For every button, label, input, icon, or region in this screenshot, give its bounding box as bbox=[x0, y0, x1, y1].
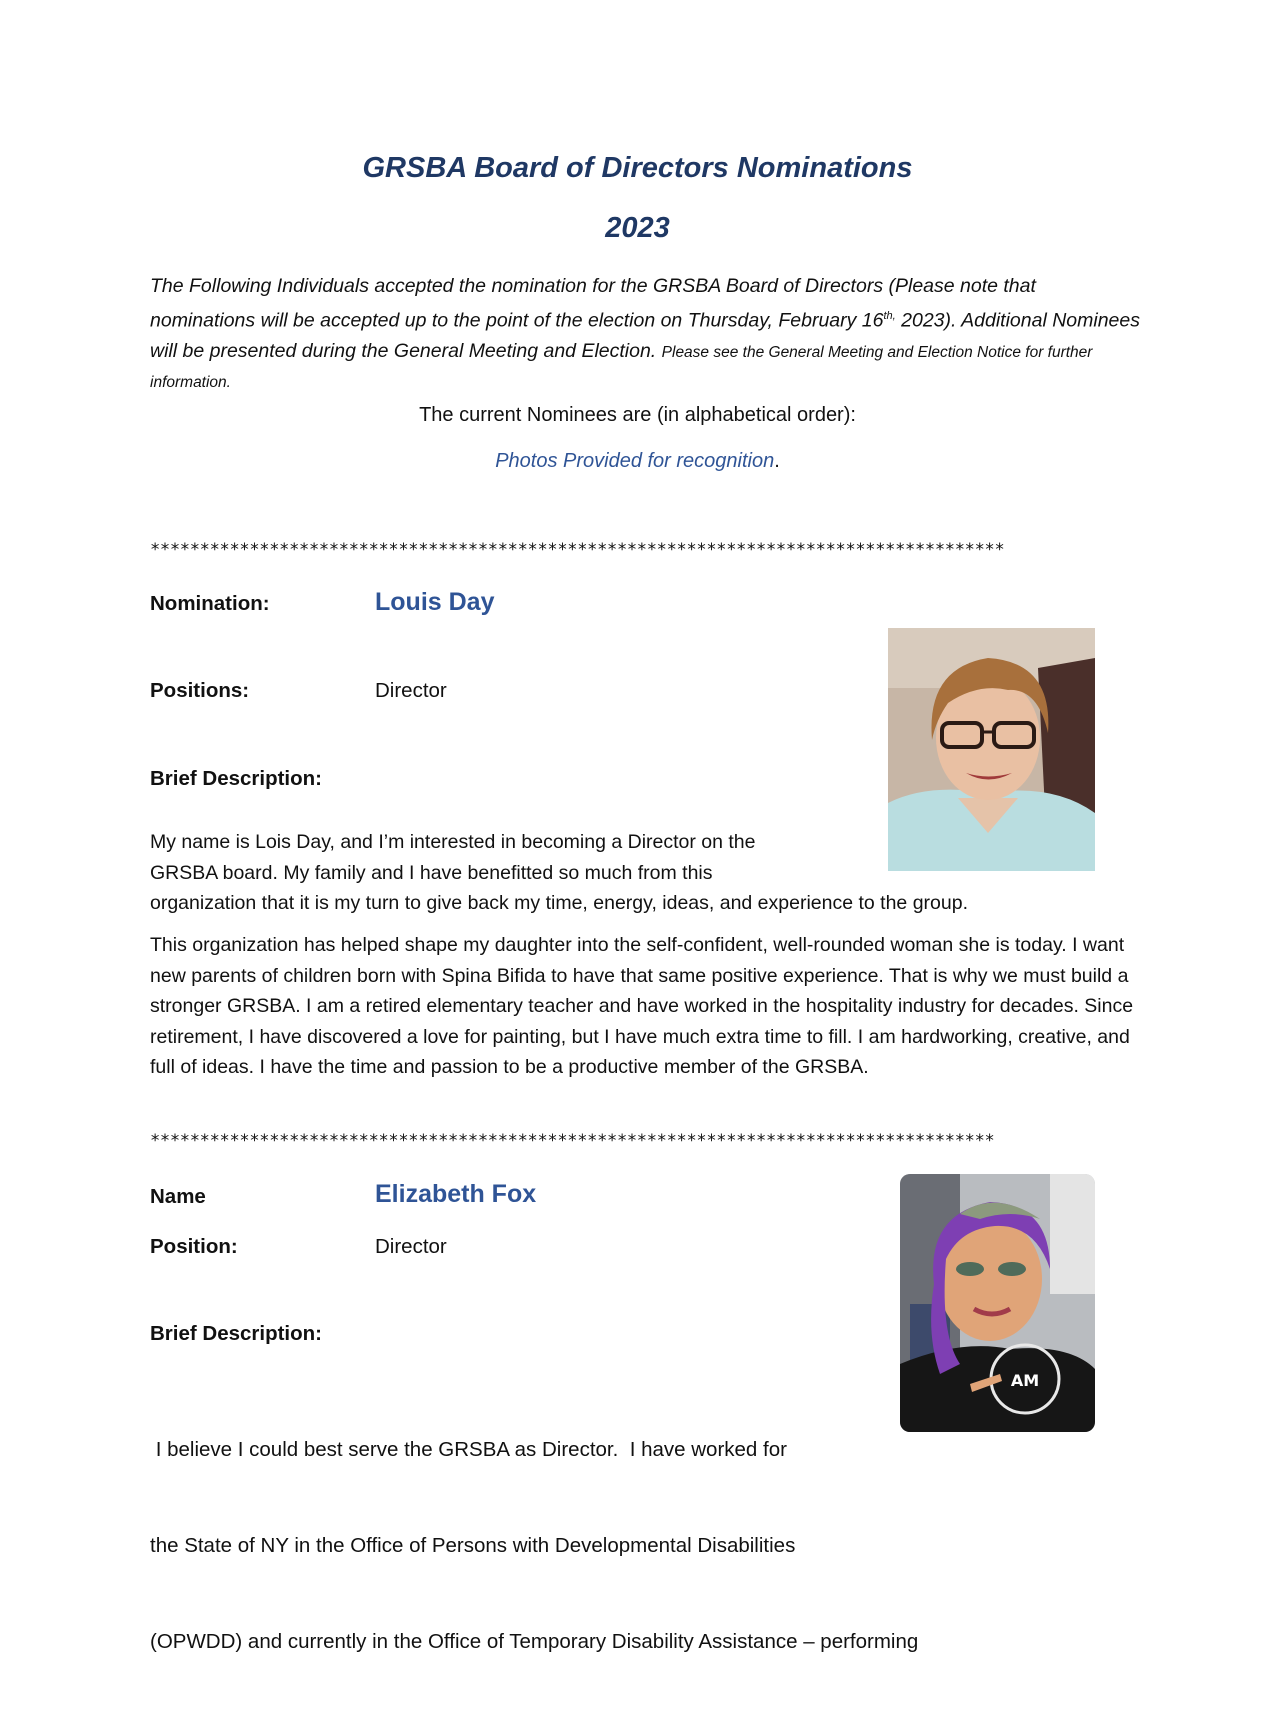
shirt-text: AM bbox=[1010, 1371, 1040, 1390]
nominee-position: Director bbox=[375, 1235, 447, 1258]
page-year: 2023 bbox=[605, 212, 670, 244]
nominee-name: Louis Day bbox=[375, 588, 495, 616]
nominees-line: The current Nominees are (in alphabetical order): bbox=[419, 404, 856, 426]
separator-line: ************************************************************************************** bbox=[150, 540, 1005, 560]
intro-superscript: th, bbox=[883, 310, 896, 322]
description-line: organization that it is my turn to give back my time, energy, ideas, and experience to the group. bbox=[150, 892, 968, 914]
intro-text: The Following Individuals accepted the nomination for the GRSBA Board of Directors (Please note that nominations will be accepted up to the point of the election on Thursday, February 16 bbox=[150, 275, 1036, 332]
description-paragraph-1 bbox=[150, 827, 1140, 919]
intro-small-note: Please see the General Meeting and Election Notice for further information. bbox=[150, 343, 1093, 391]
description-line: (OPWDD) and currently in the Office of Temporary Disability Assistance – performing bbox=[150, 1630, 919, 1653]
nominee-name: Elizabeth Fox bbox=[375, 1180, 537, 1208]
intro-paragraph bbox=[150, 271, 1140, 396]
separator-line: ************************************************************************************* bbox=[150, 1131, 995, 1151]
description-line: GRSBA board. My family and I have benefitted so much from this bbox=[150, 861, 713, 884]
description-line: the State of NY in the Office of Persons with Developmental Disabilities bbox=[150, 1534, 796, 1557]
photos-note-text: Photos Provided for recognition bbox=[495, 450, 775, 472]
description-paragraph-2: This organization has helped shape my daughter into the self-confident, well-rounded woman she is today. I want new parents of children born with Spina Bifida to have that same positive experience. That is why we must build a stronger GRSBA. I am a retired elementary teacher and have worked in the hospitality industry for decades. Since retirement, I have discovered a love for painting, but I have much extra time to fill. I am hardworking, creative, and full of ideas. I have the time and passion to be a productive member of the GRSBA. bbox=[150, 934, 1134, 1078]
description-paragraph-3 bbox=[150, 1370, 1140, 1722]
positions-label: Positions: bbox=[150, 679, 250, 702]
description-line: I believe I could best serve the GRSBA as Director. I have worked for bbox=[150, 1438, 787, 1461]
description-line: My name is Lois Day, and I’m interested in becoming a Director on the bbox=[150, 831, 756, 853]
page-title: GRSBA Board of Directors Nominations bbox=[362, 152, 913, 184]
intro-text-continued: 2023). Additional Nominees will be presented during the General Meeting and Election. bbox=[150, 309, 1140, 362]
name-label: Name bbox=[150, 1185, 206, 1208]
photos-note bbox=[0, 450, 1275, 473]
photos-note-period: . bbox=[774, 450, 780, 472]
description-label: Brief Description: bbox=[150, 767, 322, 790]
position-label: Position: bbox=[150, 1235, 238, 1258]
nomination-label: Nomination: bbox=[150, 592, 270, 615]
nominee-position: Director bbox=[375, 679, 447, 702]
description-label: Brief Description: bbox=[150, 1322, 322, 1345]
